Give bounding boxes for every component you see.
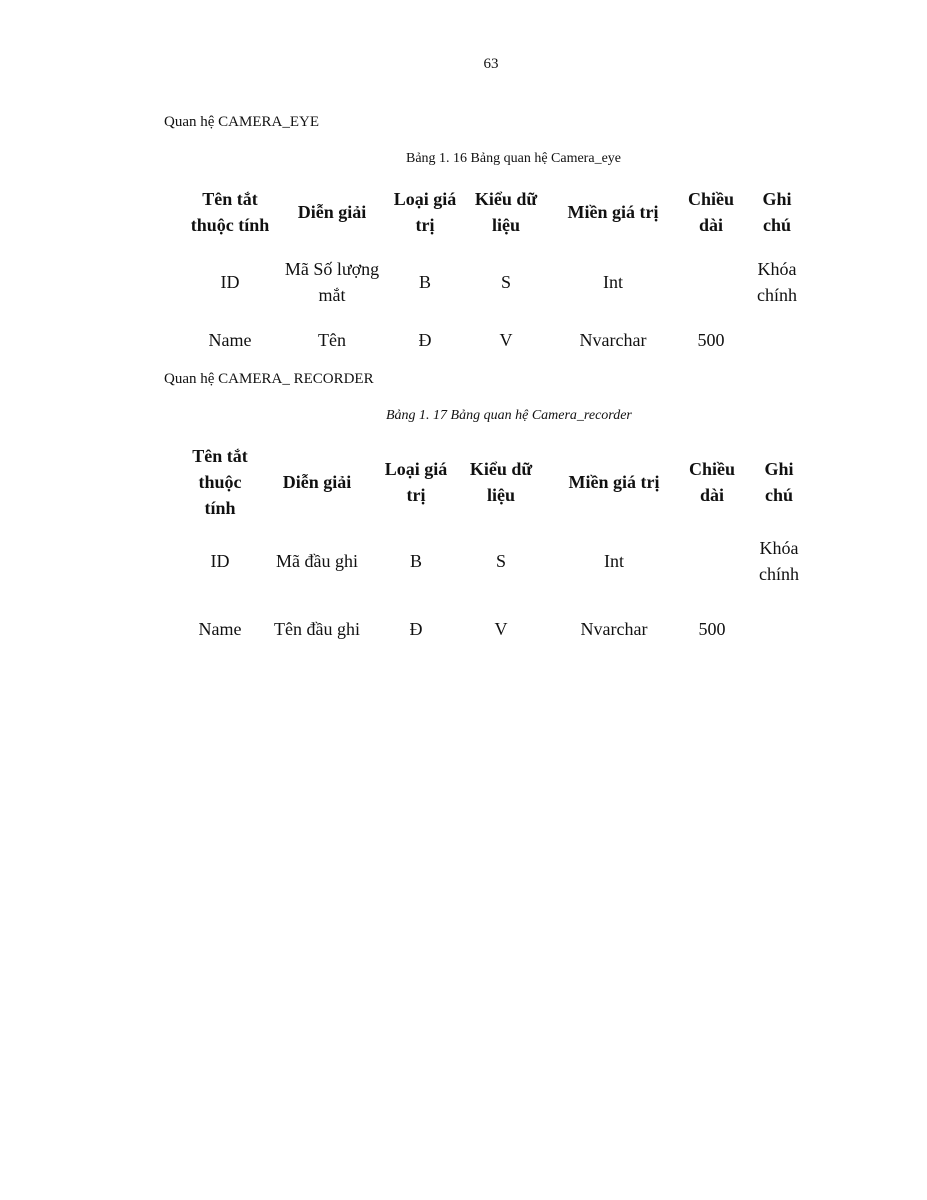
table-cell: Int [603,272,623,292]
table-cell [742,323,812,357]
header-cell: Ghi chú [764,459,794,505]
table-cell: S [500,272,511,292]
table-cell: Name [208,330,252,350]
table-cell [684,521,740,601]
table-cell: ID [210,551,230,571]
header-cell: Kiểu dữ liệu [469,459,533,505]
table-cell: Tên [318,330,346,350]
table-cell: ID [220,272,240,292]
table-cell: Khóa chính [757,259,797,305]
header-cell: Chiều dài [687,189,734,235]
header-cell: Tên tắt thuộc tính [190,189,270,235]
table-cell: V [494,619,508,639]
table-caption-camera-eye: Bảng 1. 16 Bảng quan hệ Camera_eye [406,151,621,166]
table-cell: V [499,330,513,350]
table-camera-recorder [180,443,818,657]
header-cell: Diễn giải [297,202,367,222]
header-cell: Diễn giải [282,472,352,492]
table-cell: 500 [697,330,725,350]
table-cell [680,241,742,323]
header-cell: Loại giá trị [384,459,448,505]
table-cell: S [495,551,506,571]
table-header-row [180,443,818,521]
table-row [180,323,812,357]
table-cell: 500 [698,619,726,639]
header-cell: Miền giá trị [568,472,660,492]
table-cell: Đ [409,619,423,639]
table-cell [740,601,818,657]
table-cell: Nvarchar [580,619,648,639]
table-caption-camera-recorder: Bảng 1. 17 Bảng quan hệ Camera_recorder [386,408,632,423]
table-cell: B [418,272,431,292]
table-cell: Nvarchar [579,330,647,350]
table-cell: Khóa chính [759,538,799,584]
header-cell: Ghi chú [762,189,792,235]
table-cell: Đ [418,330,432,350]
header-cell: Miền giá trị [567,202,659,222]
table-row [180,601,818,657]
table-cell: Name [198,619,242,639]
table-header-row [180,183,812,241]
header-cell: Tên tắt thuộc tính [192,446,248,518]
section-label-camera-recorder: Quan hệ CAMERA_ RECORDER [164,371,374,387]
table-row [180,521,818,601]
header-cell: Chiều dài [688,459,735,505]
section-label-camera-eye: Quan hệ CAMERA_EYE [164,114,319,130]
table-camera-eye [180,183,812,357]
table-cell: Mã đầu ghi [276,551,358,571]
header-cell: Kiểu dữ liệu [474,189,538,235]
header-cell: Loại giá trị [393,189,457,235]
table-cell: Mã Số lượng mắt [284,259,380,305]
page-number: 63 [483,56,499,72]
table-cell: Tên đầu ghi [274,619,360,639]
table-cell: B [409,551,422,571]
table-row [180,241,812,323]
table-cell: Int [604,551,624,571]
